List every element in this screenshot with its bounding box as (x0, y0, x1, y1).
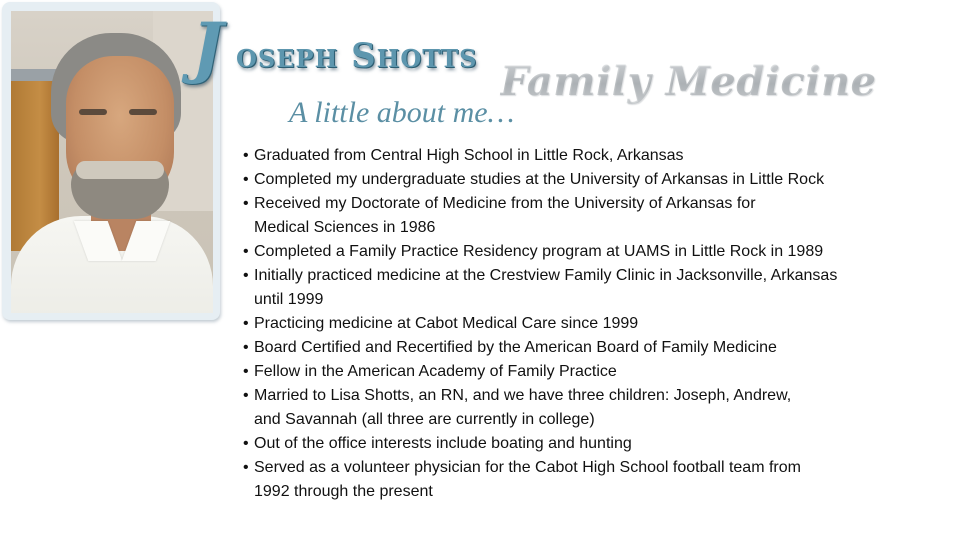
bio-list (243, 144, 943, 504)
bullet-icon: • (243, 459, 249, 476)
bio-item-line1: Initially practiced medicine at the Crestview Family Clinic in Jacksonville, Arkansas (254, 267, 838, 284)
photo-mustache (76, 161, 164, 179)
name-logo (190, 8, 550, 92)
bullet-icon: • (243, 339, 249, 356)
bullet-icon: • (243, 387, 249, 404)
bullet-icon: • (243, 195, 249, 212)
bio-item (243, 264, 943, 312)
bullet-icon: • (243, 315, 249, 332)
about-heading: A little about me… (289, 96, 515, 129)
bio-item-line2: until 1999 (254, 291, 324, 308)
bullet-icon: • (243, 147, 249, 164)
bio-item-line1: Out of the office interests include boating and hunting (254, 435, 632, 452)
bio-item (243, 432, 943, 456)
bullet-icon: • (243, 171, 249, 188)
logo-initial: J (192, 8, 224, 86)
bio-item (243, 240, 943, 264)
bio-item (243, 456, 943, 504)
bio-item-line1: Completed a Family Practice Residency program at UAMS in Little Rock in 1989 (254, 243, 824, 260)
bio-item-line2: and Savannah (all three are currently in college) (254, 411, 595, 428)
bio-item (243, 336, 943, 360)
bio-item (243, 144, 943, 168)
photo-brow-left (79, 109, 107, 115)
bio-item (243, 384, 943, 432)
bio-item-line1: Graduated from Central High School in Little Rock, Arkansas (254, 147, 684, 164)
portrait-photo (11, 11, 213, 313)
bio-item-line1: Received my Doctorate of Medicine from the University of Arkansas for (254, 195, 756, 212)
practice-subtitle: Family Medicine (500, 58, 877, 105)
bullet-icon: • (243, 243, 249, 260)
bio-item (243, 168, 943, 192)
portrait-frame (2, 2, 220, 320)
bullet-icon: • (243, 363, 249, 380)
bullet-icon: • (243, 435, 249, 452)
bio-item-line2: Medical Sciences in 1986 (254, 219, 436, 236)
bio-item (243, 192, 943, 240)
bullet-icon: • (243, 267, 249, 284)
bio-item-line1: Practicing medicine at Cabot Medical Care since 1999 (254, 315, 639, 332)
bio-item-line1: Served as a volunteer physician for the Cabot High School football team from (254, 459, 801, 476)
bio-item-line2: 1992 through the present (254, 483, 433, 500)
bio-item-line1: Married to Lisa Shotts, an RN, and we have three children: Joseph, Andrew, (254, 387, 792, 404)
logo-name: oseph Shotts (236, 36, 478, 76)
photo-brow-right (129, 109, 157, 115)
bio-item-line1: Completed my undergraduate studies at the University of Arkansas in Little Rock (254, 171, 825, 188)
bio-item-line1: Board Certified and Recertified by the American Board of Family Medicine (254, 339, 777, 356)
bio-item (243, 360, 943, 384)
bio-item-line1: Fellow in the American Academy of Family Practice (254, 363, 617, 380)
bio-item (243, 312, 943, 336)
